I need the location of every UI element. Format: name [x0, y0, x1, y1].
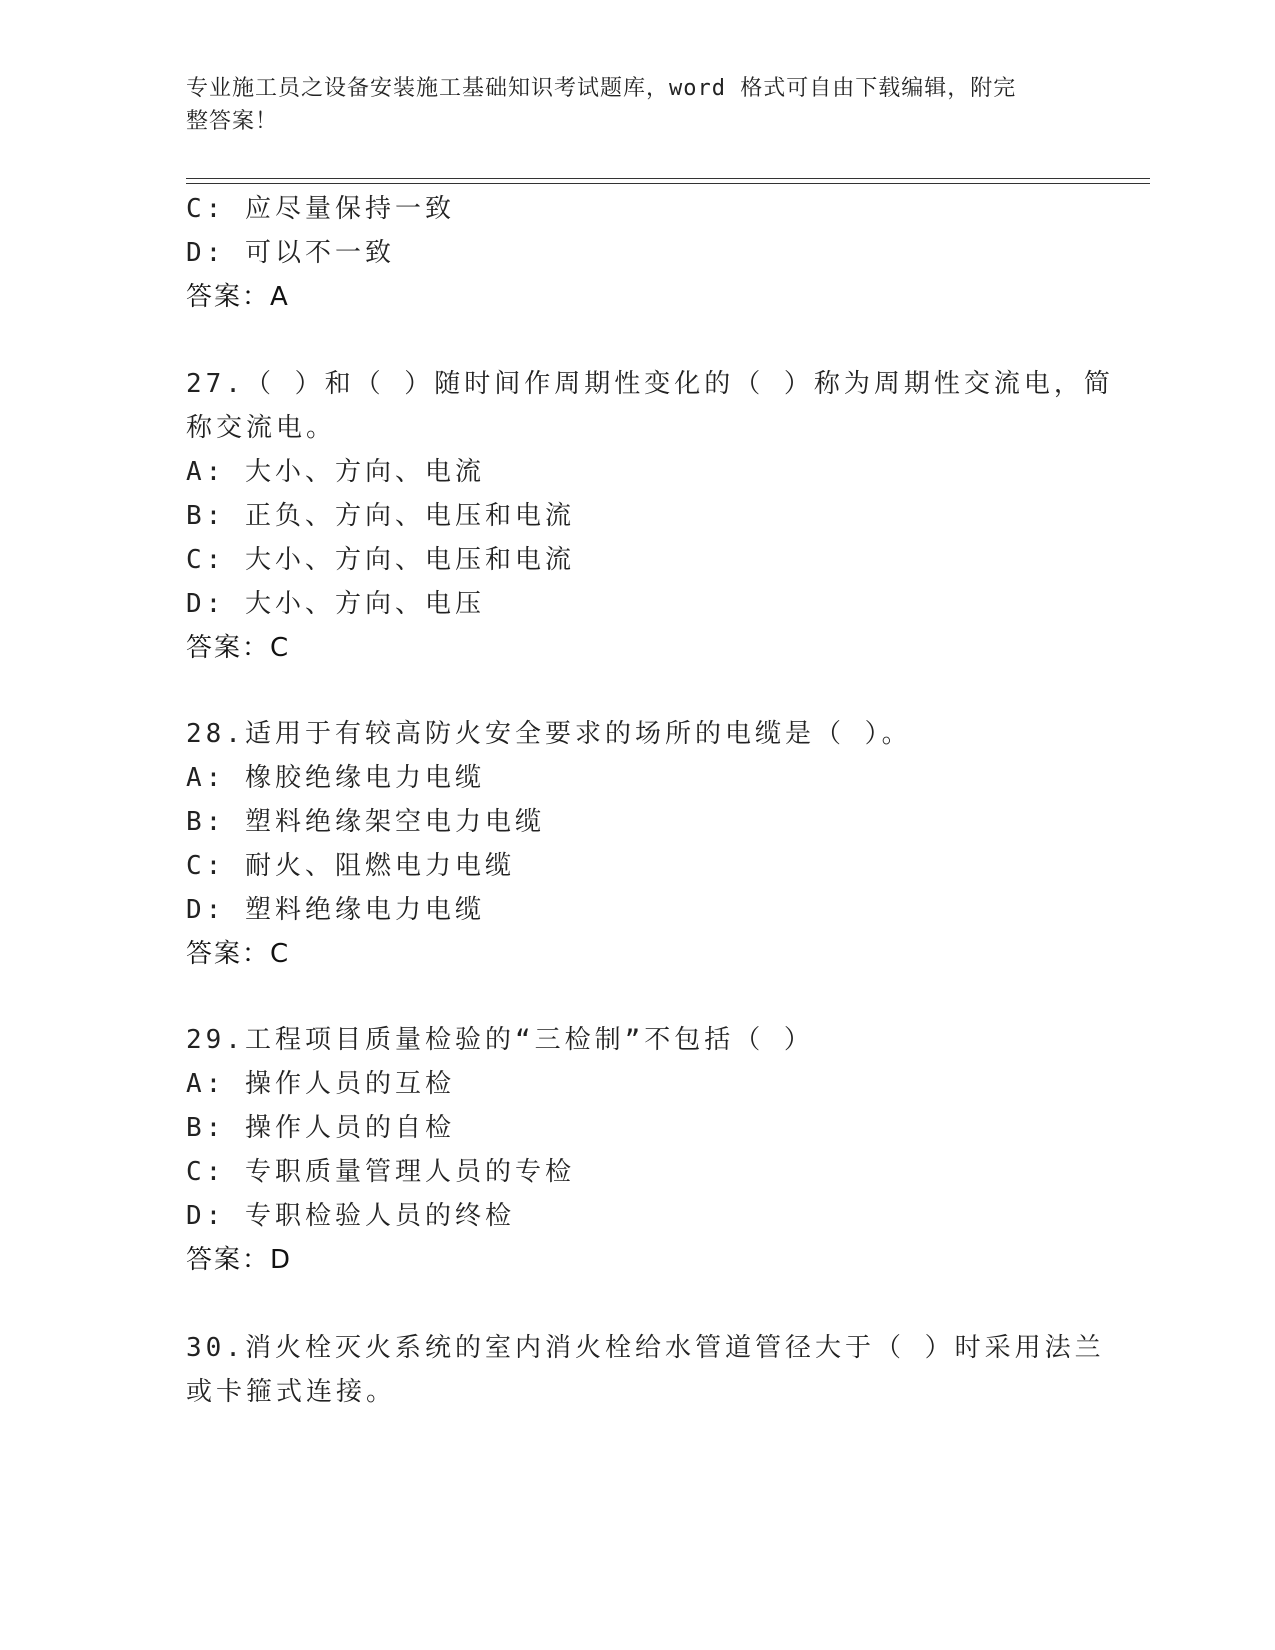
q29-option-c: C: 专职质量管理人员的专检 — [186, 1157, 575, 1187]
header-line-1: 专业施工员之设备安装施工基础知识考试题库，word 格式可自由下载编辑，附完 — [186, 76, 1017, 101]
q28-stem-line-1: 28.适用于有较高防火安全要求的场所的电缆是（ ）。 — [186, 719, 912, 749]
q29-option-b: B: 操作人员的自检 — [186, 1113, 455, 1143]
q29-answer: 答案：D — [186, 1245, 293, 1275]
q28-option-d: D: 塑料绝缘电力电缆 — [186, 895, 485, 925]
q27-stem-line-1: 27.（ ）和（ ）随时间作周期性变化的（ ）称为周期性交流电，简 — [186, 369, 1114, 399]
q28-option-a: A: 橡胶绝缘电力电缆 — [186, 763, 485, 793]
header-line-2: 整答案！ — [186, 109, 279, 134]
q27-option-d: D: 大小、方向、电压 — [186, 589, 485, 619]
q28-option-c: C: 耐火、阻燃电力电缆 — [186, 851, 515, 881]
q28-option-b: B: 塑料绝缘架空电力电缆 — [186, 807, 545, 837]
q29-option-d: D: 专职检验人员的终检 — [186, 1201, 515, 1231]
q27-stem-line-2: 称交流电。 — [186, 413, 337, 443]
q30-stem-line-2: 或卡箍式连接。 — [186, 1377, 397, 1407]
q26-option-d: D: 可以不一致 — [186, 238, 395, 268]
q26-answer: 答案：A — [186, 282, 290, 312]
q29-stem-line-1: 29.工程项目质量检验的“三检制”不包括（ ） — [186, 1025, 814, 1055]
header-divider-top — [186, 178, 1150, 179]
document-header — [186, 72, 1066, 138]
q26-option-c: C: 应尽量保持一致 — [186, 194, 455, 224]
header-divider-bottom — [186, 183, 1150, 184]
q27-option-c: C: 大小、方向、电压和电流 — [186, 545, 575, 575]
q29-option-a: A: 操作人员的互检 — [186, 1069, 455, 1099]
q28-answer: 答案：C — [186, 939, 291, 969]
q27-option-b: B: 正负、方向、电压和电流 — [186, 501, 575, 531]
q27-option-a: A: 大小、方向、电流 — [186, 457, 485, 487]
q30-stem-line-1: 30.消火栓灭火系统的室内消火栓给水管道管径大于（ ）时采用法兰 — [186, 1333, 1105, 1363]
q27-answer: 答案：C — [186, 633, 291, 663]
